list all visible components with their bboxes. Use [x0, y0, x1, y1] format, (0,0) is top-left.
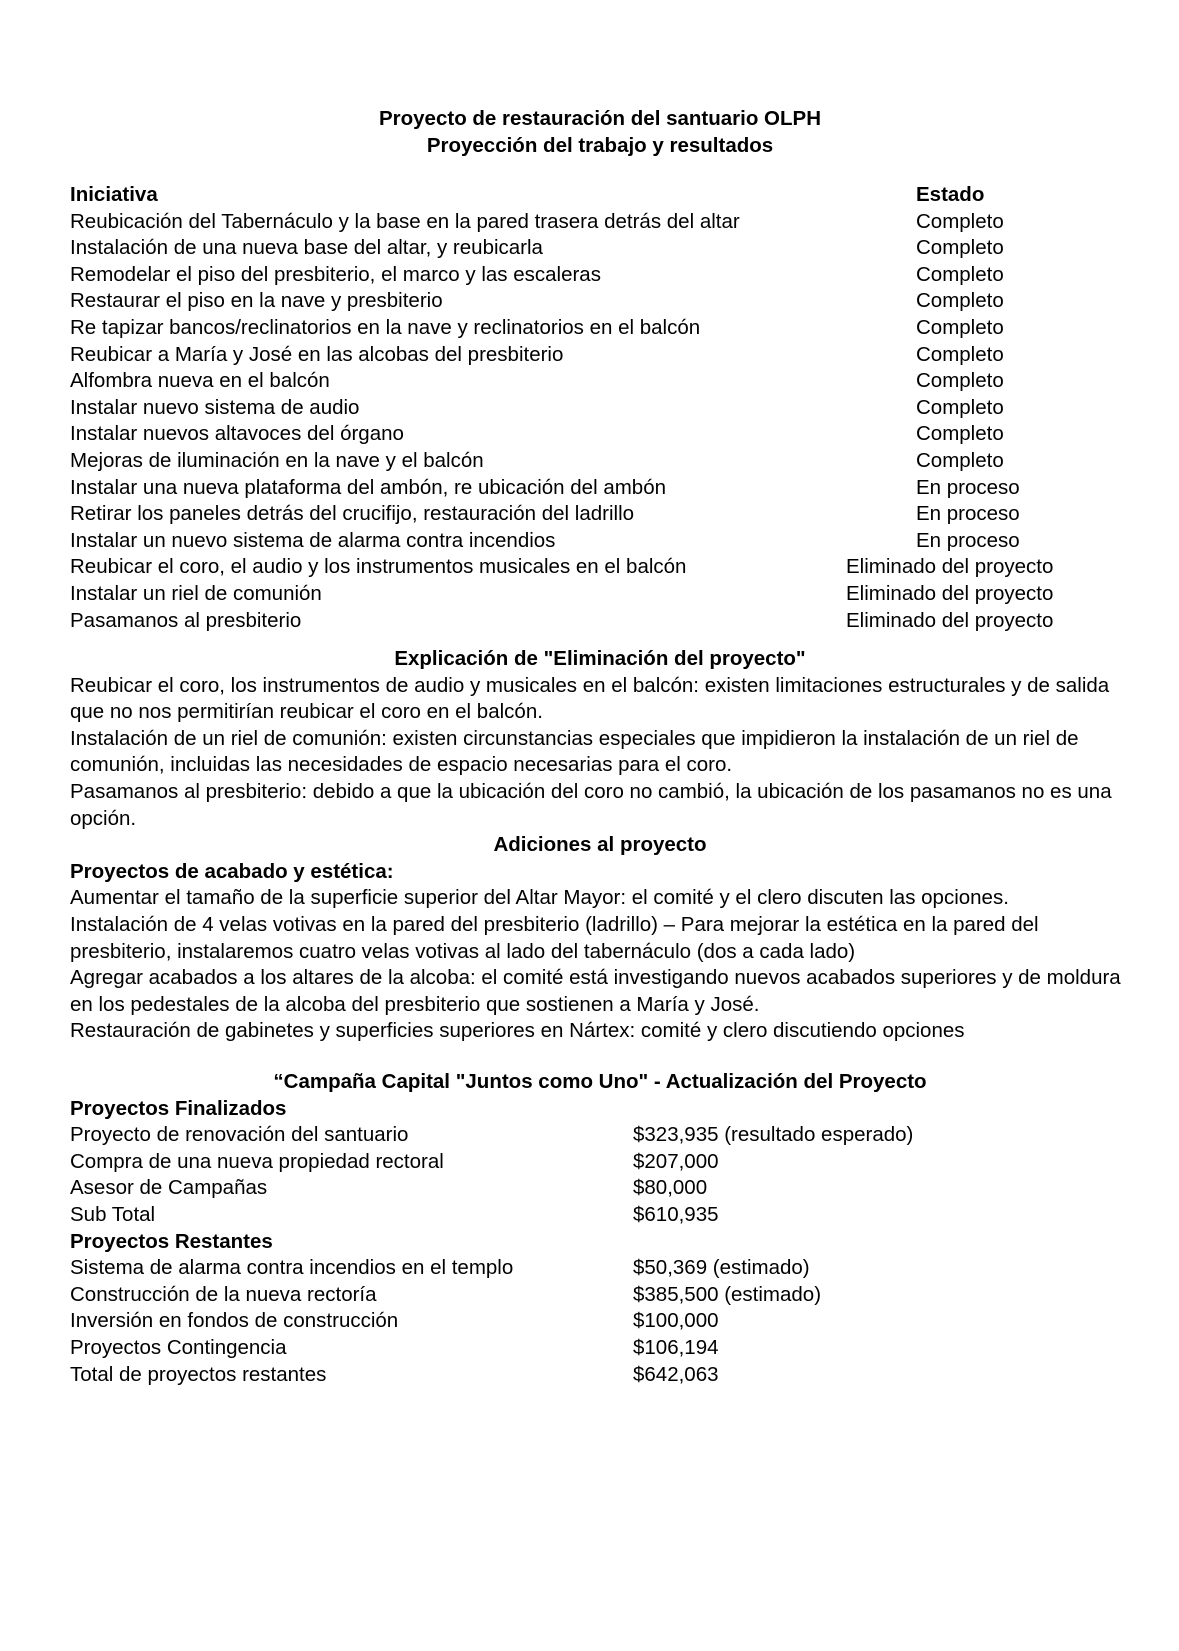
status-cell: Completo: [916, 262, 1004, 286]
elimination-paragraph: Pasamanos al presbiterio: debido a que la ubicación del coro no cambió, la ubicación de los pasamanos no es una opción.: [70, 780, 1112, 830]
budget-amount: $100,000: [633, 1309, 719, 1333]
additions-paragraph: Agregar acabados a los altares de la alcoba: el comité está investigando nuevos acabados superiores y de moldura en los pedestales de la alcoba del presbiterio que sostienen a María y José.: [70, 966, 1121, 1016]
status-cell: Completo: [916, 236, 1004, 260]
initiative-cell: Instalar nuevos altavoces del órgano: [70, 422, 404, 446]
budget-amount: $642,063: [633, 1362, 719, 1386]
initiative-cell: Pasamanos al presbiterio: [70, 608, 302, 632]
budget-amount: $207,000: [633, 1149, 719, 1173]
budget-row: [70, 1202, 1130, 1229]
budget-amount: $106,194: [633, 1335, 719, 1359]
initiative-cell: Alfombra nueva en el balcón: [70, 369, 330, 393]
initiative-cell: Instalación de una nueva base del altar, y reubicarla: [70, 236, 543, 260]
table-row: [70, 608, 1130, 635]
table-row: [70, 581, 1130, 608]
additions-section: [70, 832, 1130, 1045]
column-header-initiative: Iniciativa: [70, 183, 158, 206]
table-row: [70, 315, 1130, 342]
budget-row: [70, 1308, 1130, 1335]
table-row: [70, 475, 1130, 502]
additions-heading: Adiciones al proyecto: [493, 833, 707, 857]
table-row: [70, 342, 1130, 369]
document-page: [70, 105, 1130, 1388]
additions-subheading: Proyectos de acabado y estética:: [70, 859, 394, 883]
remaining-projects-label: Proyectos Restantes: [70, 1229, 273, 1253]
initiative-cell: Remodelar el piso del presbiterio, el marco y las escaleras: [70, 262, 601, 286]
budget-item: Inversión en fondos de construcción: [70, 1309, 399, 1333]
table-row: [70, 421, 1130, 448]
budget-item: Construcción de la nueva rectoría: [70, 1282, 377, 1306]
status-cell: En proceso: [916, 475, 1020, 499]
status-cell: Completo: [916, 209, 1004, 233]
initiatives-table: [70, 182, 1130, 634]
status-cell: Eliminado del proyecto: [846, 555, 1054, 579]
budget-row: [70, 1335, 1130, 1362]
budget-row: [70, 1122, 1130, 1149]
status-cell: Completo: [916, 289, 1004, 313]
initiative-cell: Instalar un nuevo sistema de alarma contra incendios: [70, 528, 556, 552]
table-row: [70, 395, 1130, 422]
table-row: [70, 209, 1130, 236]
status-cell: Eliminado del proyecto: [846, 608, 1054, 632]
document-subtitle: Proyección del trabajo y resultados: [426, 134, 774, 157]
elimination-section: [70, 646, 1130, 832]
document-title: Proyecto de restauración del santuario OLPH: [378, 107, 821, 130]
initiative-cell: Re tapizar bancos/reclinatorios en la nave y reclinatorios en el balcón: [70, 315, 701, 339]
budget-item: Total de proyectos restantes: [70, 1362, 327, 1386]
status-cell: Completo: [916, 395, 1004, 419]
initiative-cell: Instalar un riel de comunión: [70, 581, 322, 605]
budget-amount: $80,000: [633, 1176, 708, 1200]
budget-amount: $385,500 (estimado): [633, 1282, 822, 1306]
budget-item: Asesor de Campañas: [70, 1176, 268, 1200]
table-row: [70, 288, 1130, 315]
status-cell: Completo: [916, 369, 1004, 393]
budget-row: [70, 1362, 1130, 1389]
initiative-cell: Reubicar a María y José en las alcobas del presbiterio: [70, 342, 564, 366]
budget-item: Compra de una nueva propiedad rectoral: [70, 1149, 444, 1173]
budget-amount: $323,935 (resultado esperado): [633, 1123, 914, 1147]
column-header-status: Estado: [916, 183, 985, 206]
budget-row: [70, 1255, 1130, 1282]
budget-item: Sub Total: [70, 1202, 156, 1226]
budget-row: [70, 1282, 1130, 1309]
table-row: [70, 448, 1130, 475]
table-row: [70, 554, 1130, 581]
status-cell: En proceso: [916, 502, 1020, 526]
table-header: [70, 182, 1130, 209]
additions-paragraph: Instalación de 4 velas votivas en la pared del presbiterio (ladrillo) – Para mejorar la estética en la pared del presbiterio, instalaremos cuatro velas votivas al lado del tabernáculo (dos a cada lado): [70, 913, 1039, 963]
budget-row: [70, 1149, 1130, 1176]
status-cell: Eliminado del proyecto: [846, 581, 1054, 605]
status-cell: En proceso: [916, 528, 1020, 552]
table-row: [70, 235, 1130, 262]
campaign-heading: “Campaña Capital "Juntos como Uno" - Actualización del Proyecto: [273, 1070, 927, 1093]
budget-item: Proyectos Contingencia: [70, 1335, 287, 1359]
table-row: [70, 368, 1130, 395]
initiative-cell: Reubicación del Tabernáculo y la base en la pared trasera detrás del altar: [70, 209, 740, 233]
status-cell: Completo: [916, 448, 1004, 472]
initiative-cell: Instalar una nueva plataforma del ambón, re ubicación del ambón: [70, 475, 667, 499]
budget-item: Proyecto de renovación del santuario: [70, 1123, 409, 1147]
initiative-cell: Reubicar el coro, el audio y los instrumentos musicales en el balcón: [70, 555, 687, 579]
budget-row: [70, 1175, 1130, 1202]
finished-projects-label: Proyectos Finalizados: [70, 1096, 287, 1120]
budget-amount: $610,935: [633, 1202, 719, 1226]
initiative-cell: Restaurar el piso en la nave y presbiterio: [70, 289, 443, 313]
status-cell: Completo: [916, 422, 1004, 446]
initiative-cell: Mejoras de iluminación en la nave y el balcón: [70, 448, 484, 472]
elimination-paragraph: Instalación de un riel de comunión: existen circunstancias especiales que impidieron la instalación de un riel de comunión, incluidas las necesidades de espacio necesarias para el coro.: [70, 726, 1079, 777]
campaign-section: [70, 1069, 1130, 1388]
additions-paragraph: Aumentar el tamaño de la superficie superior del Altar Mayor: el comité y el clero discuten las opciones.: [70, 886, 1009, 910]
table-row: [70, 262, 1130, 289]
initiative-cell: Instalar nuevo sistema de audio: [70, 395, 360, 419]
elimination-heading: Explicación de "Eliminación del proyecto": [394, 647, 806, 671]
table-row: [70, 528, 1130, 555]
additions-paragraph: Restauración de gabinetes y superficies superiores en Nártex: comité y clero discutiendo opciones: [70, 1019, 965, 1043]
status-cell: Completo: [916, 315, 1004, 339]
status-cell: Completo: [916, 342, 1004, 366]
budget-amount: $50,369 (estimado): [633, 1256, 810, 1280]
table-row: [70, 501, 1130, 528]
budget-item: Sistema de alarma contra incendios en el templo: [70, 1256, 514, 1280]
elimination-paragraph: Reubicar el coro, los instrumentos de audio y musicales en el balcón: existen limitaciones estructurales y de salida que no nos permitirían reubicar el coro en el balcón.: [70, 673, 1110, 724]
initiative-cell: Retirar los paneles detrás del crucifijo, restauración del ladrillo: [70, 502, 635, 526]
